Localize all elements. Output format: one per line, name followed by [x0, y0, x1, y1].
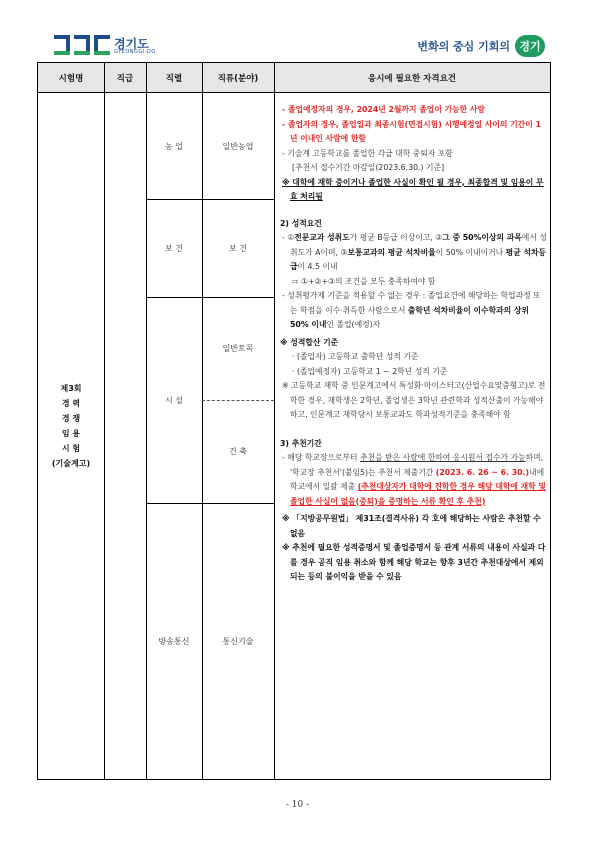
exam-name-line: 제3회	[60, 384, 82, 393]
exam-name-line: 경 쟁	[61, 414, 81, 423]
exam-name-cell	[38, 381, 104, 471]
class-general-agriculture: 일반농업	[222, 141, 254, 151]
section-recommend-title: 3) 추천기간	[280, 438, 322, 448]
req-reference-date: [추천서 접수기간 마감일(2023.6.30.) 기준]	[292, 163, 445, 172]
exam-name-line: (기술계고)	[51, 459, 91, 468]
header-grade: 직급	[116, 74, 134, 84]
req-dropout-note: - 기술계 고등학교를 졸업한 각급 대학 중퇴자 포함	[282, 148, 453, 158]
org-subname: GYEONGGI-DO	[114, 49, 156, 55]
header-exam-name: 시험명	[58, 74, 84, 84]
recommend-disqualify: ※ 「지방공무원법」 제31조(결격사유) 각 호에 해당하는 사람은 추천할 수 없음	[282, 514, 541, 538]
col-divider	[104, 63, 105, 779]
req-graduating-condition: - 졸업예정자의 경우, 2024년 2월까지 졸업이 가능한 사람	[282, 105, 485, 114]
req-graduate-condition: - 졸업자의 경우, 졸업일과 최종시험(면접시험) 시행예정일 사이의 기간이 1년 이내인 사람에 한함	[282, 119, 541, 143]
series-broadcasting: 방송통신	[158, 636, 190, 646]
exam-name-line: 시 험	[61, 444, 81, 453]
section-grade-title: 2) 성적요건	[280, 218, 322, 228]
grade-transfer-note: ※ 고등학교 재학 중 인문계고에서 특성화·마이스터고(산업수요맞춤형고)로 전학한 경우, 재학생은 2학년, 졸업생은 3학년 관련학과 성적산출이 가능해야 하고, 인문계고 재학당시 보통교과도 학과성적기준을 충족해야 함	[282, 381, 546, 419]
slogan-logo	[417, 35, 545, 57]
recommend-period: - 해당 학교장으로부터 추천을 받은 사람에 한하여 응시원서 접수가 가능하며, '학교장 추천서'(붙임5)는 추천서 제출기간 (2023. 6. 26 ~ 6. 30.)내에 학교에서 일괄 제출 (추천대상자가 대학에 진학한 경우 해당 대학에 재학 및 졸업한 사실이 없음(중퇴)을 증명하는 서류 확인 후 추천)	[282, 453, 546, 506]
header-series: 직렬	[165, 74, 183, 84]
header-class: 직류(분야)	[217, 74, 259, 84]
grade-alternative: - 성취평가제 기준을 적용할 수 없는 경우 : 졸업요건에 해당하는 학업과정 또는 학점을 이수·취득한 사람으로서 출학년 석차비율이 이수학과의 상위 50% 이내인 졸업(예정)자	[282, 291, 541, 329]
header-requirements: 응시에 필요한 자격요건	[367, 74, 457, 84]
class-telecom: 통신기술	[222, 636, 254, 646]
table-header-row	[38, 63, 550, 93]
requirements-cell	[280, 103, 548, 585]
class-health: 보 건	[229, 243, 247, 253]
grade-sum-expected: · (졸업예정자) 고등학교 1 ~ 2학년 성적 기준	[292, 366, 448, 376]
page-number: - 10 -	[285, 800, 310, 810]
grade-sum-title: ※ 성적합산 기준	[280, 337, 339, 347]
requirements-table	[37, 62, 551, 780]
req-invalidation-note: ※ 대학에 재학 중이거나 졸업한 사실이 확인 될 경우, 최종합격 및 임용이 무효 처리됨	[282, 177, 544, 201]
grade-sum-graduate: · (졸업자) 고등학교 출학년 성적 기준	[292, 352, 419, 361]
org-name: 경기도	[114, 37, 149, 51]
slogan-text: 변화의 중심 기회의	[417, 40, 510, 53]
class-civil-engineering: 일반토목	[222, 344, 254, 353]
series-agriculture: 농 업	[165, 141, 183, 151]
page-header	[0, 0, 595, 62]
series-health: 보 건	[165, 243, 183, 253]
grade-requirement: - ①전문교과 성취도가 평균 B등급 이상이고, ②그 중 50%이상의 과목에서 성취도가 A이며, ③보통교과의 평균 석차비율이 50% 이내이거나 평균 석차등급이 4.5 이내	[282, 233, 547, 271]
class-architecture: 건 축	[229, 447, 247, 456]
series-facilities: 시 설	[165, 395, 183, 405]
recommend-penalty: ※ 추천에 필요한 성적증명서 및 졸업증명서 등 관계 서류의 내용이 사실과 다를 경우 공직 임용 취소와 함께 해당 학교는 향후 3년간 추천대상에서 제외되는 등의 불이익을 받을 수 있음	[282, 543, 546, 581]
gyeonggi-logo-icon	[54, 34, 110, 56]
col-divider	[274, 63, 275, 779]
grade-all-conditions: ⇨ ①+②+③의 조건을 모두 충족하여야 함	[292, 276, 436, 286]
slogan-badge: 경기	[515, 35, 545, 57]
exam-name-line: 경 력	[61, 399, 81, 408]
exam-name-line: 임 용	[61, 429, 81, 438]
